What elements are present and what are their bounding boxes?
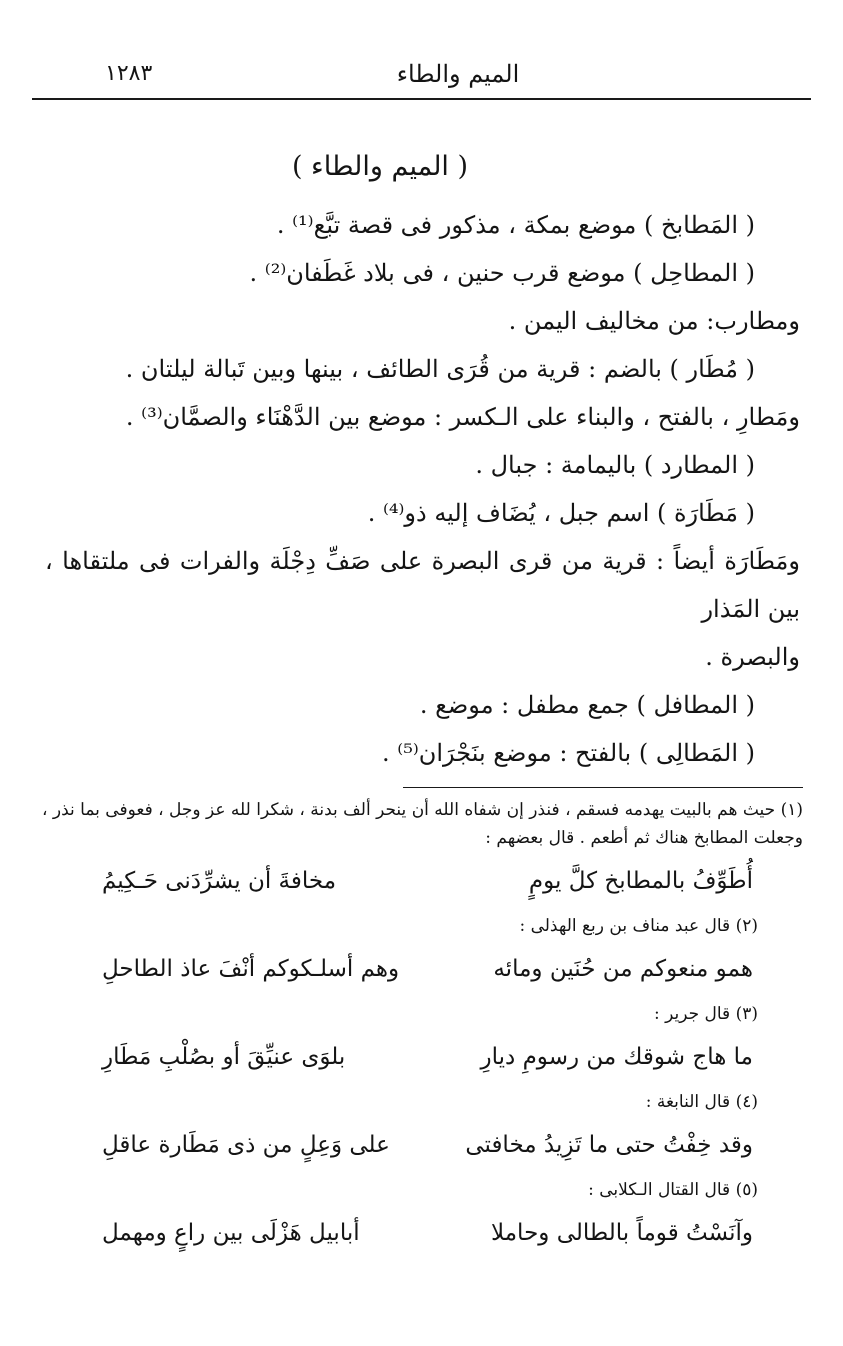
verse-first-half: همو منعوكم من حُنَين ومائه bbox=[493, 956, 753, 982]
entry-matara-village-cont: والبصرة . bbox=[705, 643, 800, 671]
entry-mutar: ( مُطَار ) بالضم : قرية من قُرَى الطائف ، بينها وبين تَبالة ليلتان . bbox=[125, 355, 755, 383]
footnote-3-label: (٣) قال جرير : bbox=[653, 1004, 758, 1024]
verse-second-half: مخافةَ أن يشرِّدَنى حَـكِيمُ bbox=[102, 868, 337, 894]
verse-first-half: وآنَسْتُ قوماً بالطالى وحاملا bbox=[491, 1220, 753, 1246]
footnote-5-verse bbox=[42, 1208, 803, 1258]
footnote-1-verse bbox=[42, 856, 803, 906]
footnote-3-verse bbox=[42, 1032, 803, 1082]
entry-matari: ومَطارِ ، بالفتح ، والبناء على الـكسر : موضع بين الدَّهْنَاء والصمَّان⁽³⁾ . bbox=[125, 403, 800, 431]
verse-first-half: وقد خِفْتُ حتى ما تَزِيدُ مخافتى bbox=[465, 1132, 753, 1158]
page-number: ١٢٨٣ bbox=[105, 61, 153, 86]
running-title: الميم والطاء bbox=[396, 60, 520, 88]
footnote-4-label: (٤) قال النابغة : bbox=[645, 1092, 758, 1112]
footnote-2-verse bbox=[42, 944, 803, 994]
entry-matara-village: ومَطَارَة أيضاً : قرية من قرى البصرة على صَفِّ دِجْلَة والفرات فى ملتقاها ، بين المَذار bbox=[45, 547, 800, 623]
entry-matabikh: ( المَطابخ ) موضع بمكة ، مذكور فى قصة تبَّع⁽¹⁾ . bbox=[276, 211, 755, 239]
main-text bbox=[45, 145, 800, 777]
footnote-5-label: (٥) قال القتال الـكلابى : bbox=[588, 1180, 758, 1200]
entry-matali: ( المَطالِى ) بالفتح : موضع بنَجْرَان⁽⁵⁾ . bbox=[382, 739, 755, 767]
running-header bbox=[105, 58, 811, 98]
verse-first-half: ما هاج شوقك من رسومِ ديارِ bbox=[480, 1044, 753, 1070]
entry-matahil: ( المطاحِل ) موضع قرب حنين ، فى بلاد غَطَفان⁽²⁾ . bbox=[249, 259, 755, 287]
footnotes bbox=[42, 796, 803, 1264]
entry-matarib: ومطارب: من مخاليف اليمن . bbox=[508, 307, 800, 335]
entry-matafil: ( المطافل ) جمع مطفل : موضع . bbox=[419, 691, 755, 719]
footnote-2-label: (٢) قال عبد مناف بن ربع الهذلى : bbox=[519, 916, 758, 936]
footnote-1: (١) حيث هم بالبيت يهدمه فسقم ، فنذر إن شفاه الله أن ينحر ألف بدنة ، شكرا لله عز وجل ، فعوفى بما نذر ، وجعلت المطابخ هناك ثم أطعم . قال بعضهم : bbox=[41, 800, 803, 848]
verse-first-half: أُطَوِّفُ بالمطابخ كلَّ يومٍ bbox=[528, 868, 753, 894]
verse-second-half: على وَعِلٍ من ذى مَطَارة عاقلِ bbox=[102, 1132, 390, 1158]
verse-second-half: وهم أسلـكوكم أنْفَ عاذ الطاحلِ bbox=[102, 956, 400, 982]
section-heading: ( الميم والطاء ) bbox=[291, 151, 469, 182]
entry-matarid: ( المطارد ) باليمامة : جبال . bbox=[475, 451, 755, 479]
header-rule bbox=[32, 98, 811, 100]
verse-second-half: أبابيل هَزْلَى بين راعٍ ومهمل bbox=[102, 1220, 360, 1246]
verse-second-half: بلوَى عنيِّقَ أو بصُلْبِ مَطَارِ bbox=[102, 1044, 346, 1070]
entry-matara: ( مَطَارَة ) اسم جبل ، يُضَاف إليه ذو⁽⁴⁾ . bbox=[367, 499, 755, 527]
footnote-rule bbox=[403, 787, 803, 788]
footnote-4-verse bbox=[42, 1120, 803, 1170]
